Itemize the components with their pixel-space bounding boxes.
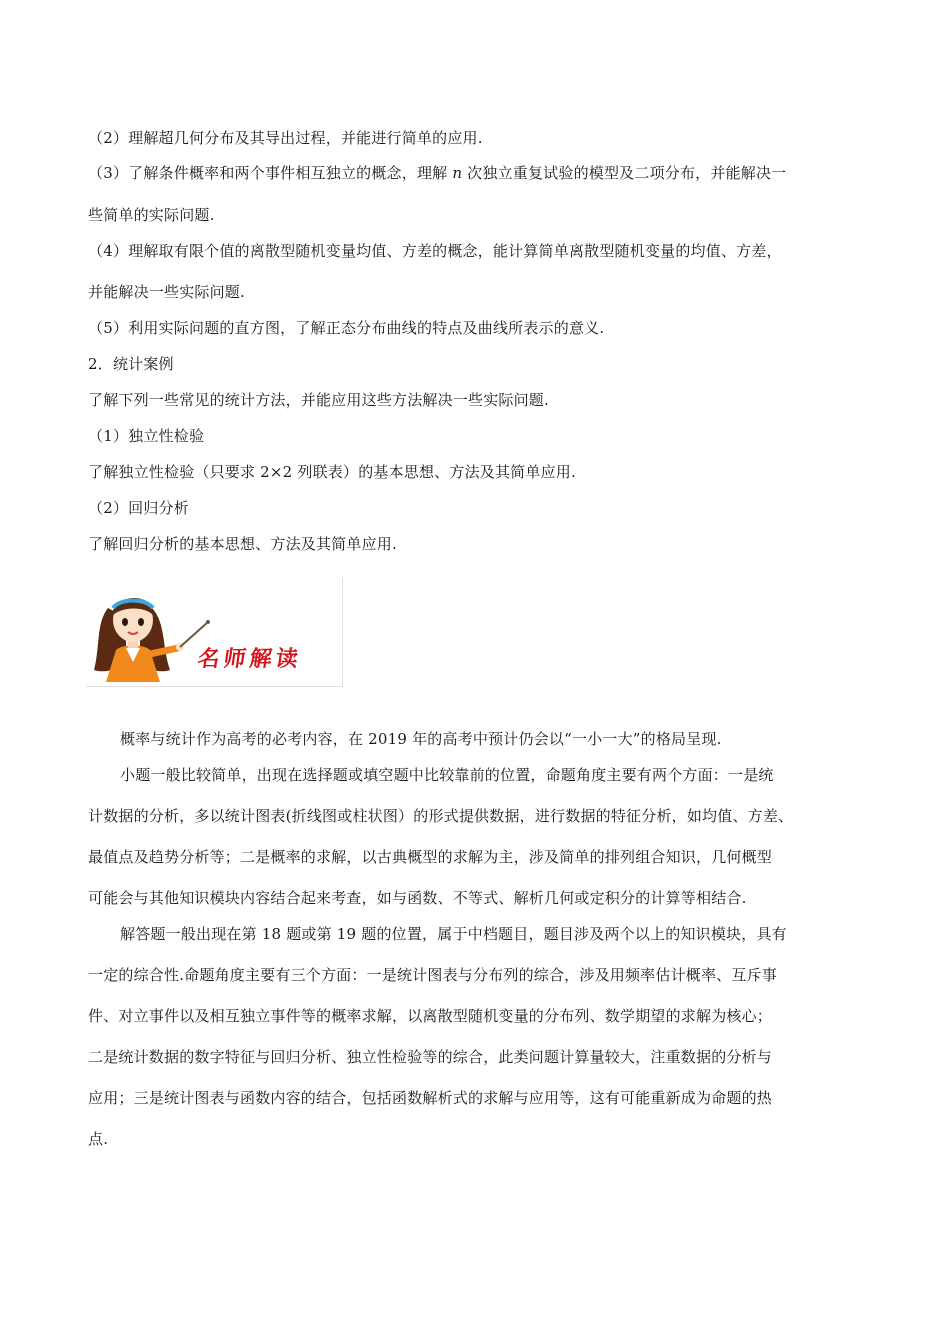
teacher-interpretation-banner [86,578,343,687]
requirement-item-3-text-a: （3）了解条件概率和两个事件相互独立的概念，理解 [88,164,453,182]
interpretation-paragraph-1: 概率与统计作为高考的必考内容，在 2019 年的高考中预计仍会以“一小一大”的格局呈现. [120,730,722,748]
banner-title: 名师解读 [195,647,304,672]
interpretation-paragraph-3-line-2: 一定的综合性.命题角度主要有三个方面：一是统计图表与分布列的综合，涉及用频率估计概率、互斥事 [88,966,777,984]
interpretation-paragraph-2-line-2: 计数据的分析，多以统计图表(折线图或柱状图）的形式提供数据，进行数据的特征分析，如均值、方差、 [88,807,794,825]
interpretation-paragraph-2-line-1: 小题一般比较简单，出现在选择题或填空题中比较靠前的位置，命题角度主要有两个方面：一是统 [120,766,774,784]
subsection-independence-test-title: （1）独立性检验 [88,427,205,445]
requirement-item-5: （5）利用实际问题的直方图，了解正态分布曲线的特点及曲线所表示的意义. [88,319,605,337]
requirement-item-4-line-1: （4）理解取有限个值的离散型随机变量均值、方差的概念，能计算简单离散型随机变量的均值、方差， [88,242,782,260]
subsection-regression-text: 了解回归分析的基本思想、方法及其简单应用. [88,535,397,553]
requirement-item-3-line-2: 些简单的实际问题. [88,206,215,224]
requirement-item-3-text-b: 次独立重复试验的模型及二项分布，并能解决一 [462,164,787,182]
subsection-regression-title: （2）回归分析 [88,499,189,517]
requirement-item-4-line-2: 并能解决一些实际问题. [88,283,245,301]
interpretation-paragraph-3-line-6: 点. [88,1130,109,1148]
interpretation-paragraph-2-line-3: 最值点及趋势分析等；二是概率的求解，以古典概型的求解为主，涉及简单的排列组合知识，几何概型 [88,848,773,866]
requirement-item-3-line-1 [88,163,786,183]
requirement-item-2: （2）理解超几何分布及其导出过程，并能进行简单的应用. [88,129,483,147]
stat-cases-intro: 了解下列一些常见的统计方法，并能应用这些方法解决一些实际问题. [88,391,549,409]
interpretation-paragraph-3-line-5: 应用；三是统计图表与函数内容的结合，包括函数解析式的求解与应用等，这有可能重新成为命题的热 [88,1089,773,1107]
interpretation-paragraph-3-line-4: 二是统计数据的数字特征与回归分析、独立性检验等的综合，此类问题计算量较大，注重数据的分析与 [88,1048,773,1066]
interpretation-paragraph-3-line-3: 件、对立事件以及相互独立事件等的概率求解，以离散型随机变量的分布列、数学期望的求解为核心； [88,1007,773,1025]
subsection-independence-test-text: 了解独立性检验（只要求 2×2 列联表）的基本思想、方法及其简单应用. [88,463,576,481]
interpretation-paragraph-2-line-4: 可能会与其他知识模块内容结合起来考查，如与函数、不等式、解析几何或定积分的计算等相结合. [88,889,747,907]
variable-n: n [452,164,463,182]
section-heading-stat-cases: 2．统计案例 [88,355,174,373]
interpretation-paragraph-3-line-1: 解答题一般出现在第 18 题或第 19 题的位置，属于中档题目，题目涉及两个以上的知识模块，具有 [120,925,787,943]
